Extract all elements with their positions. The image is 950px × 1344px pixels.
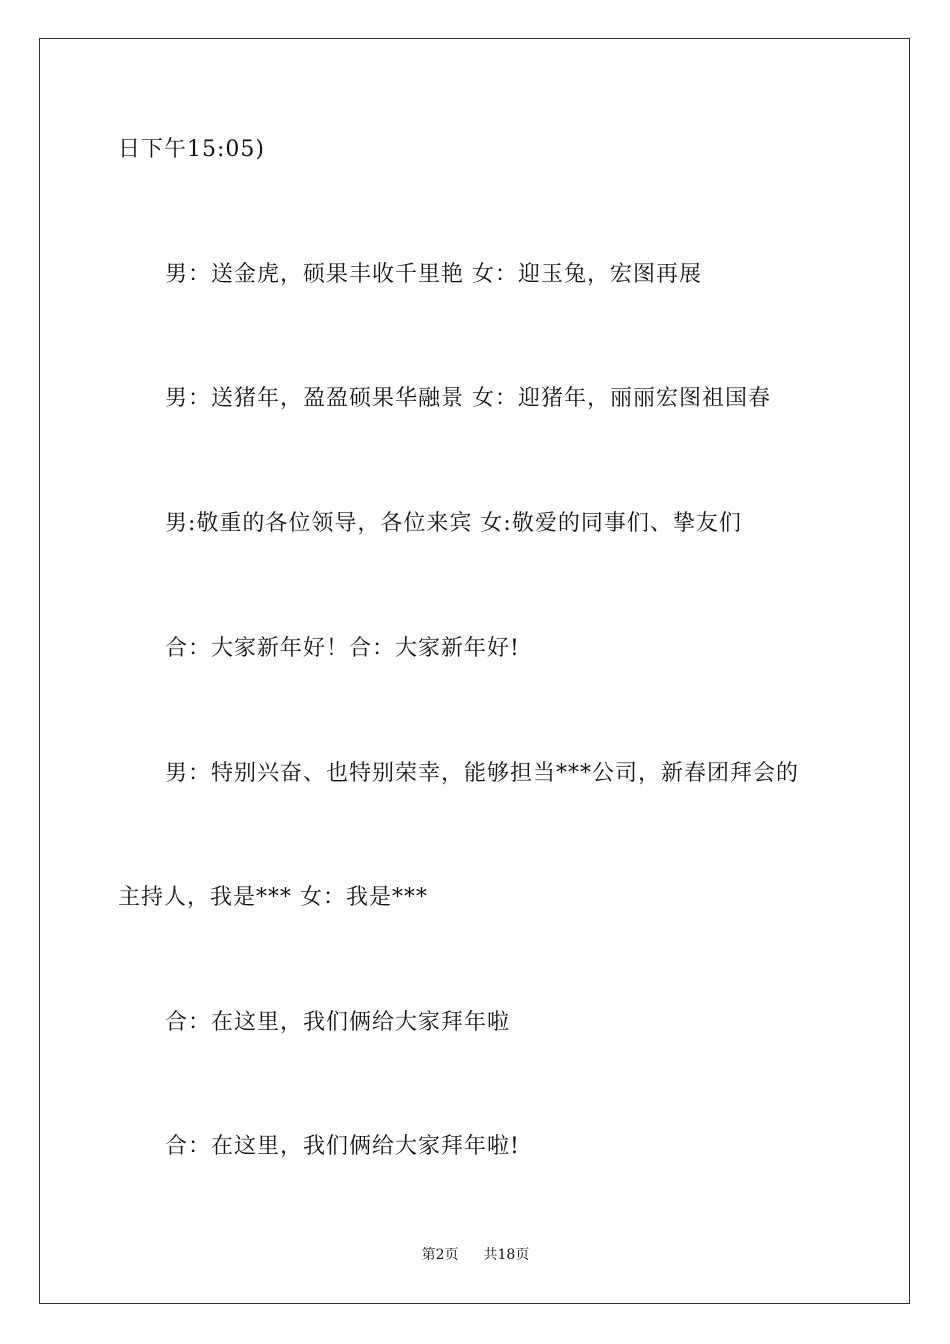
text-line-3: 男：送猪年，盈盈硕果华融景 女：迎猪年，丽丽宏图祖国春	[165, 386, 771, 411]
page-frame	[39, 38, 910, 1304]
text-line-6: 男：特别兴奋、也特别荣幸，能够担当***公司，新春团拜会的	[165, 761, 800, 786]
page-total: 共18页	[483, 1247, 530, 1263]
text-line-7: 主持人，我是*** 女：我是***	[118, 885, 428, 910]
text-line-9: 合：在这里，我们俩给大家拜年啦!	[165, 1134, 520, 1159]
page-footer	[40, 1246, 911, 1264]
page-number: 第2页	[421, 1247, 459, 1263]
text-line-2: 男：送金虎，硕果丰收千里艳 女：迎玉兔，宏图再展	[165, 262, 702, 287]
text-line-1: 日下午15:05)	[118, 137, 265, 162]
text-line-8: 合：在这里，我们俩给大家拜年啦	[165, 1010, 511, 1035]
text-line-5: 合：大家新年好！合：大家新年好!	[165, 636, 520, 661]
text-line-4: 男:敬重的各位领导，各位来宾 女:敬爱的同事们、挚友们	[165, 511, 742, 536]
